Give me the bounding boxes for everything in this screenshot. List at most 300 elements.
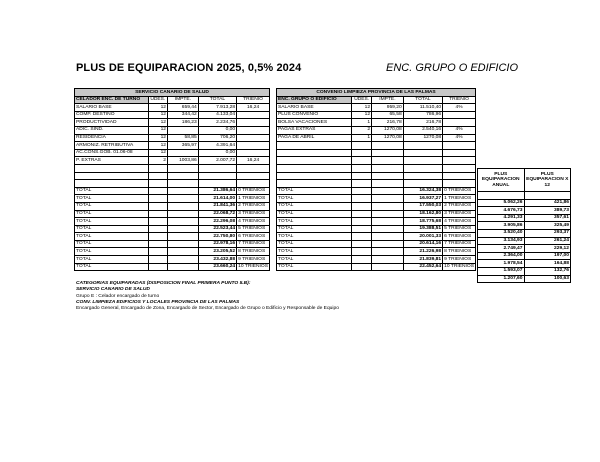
eq-value: 389,73 bbox=[524, 207, 571, 215]
scs-total-label: TOTAL bbox=[75, 248, 149, 256]
scs-total-label: TOTAL bbox=[75, 218, 149, 226]
conv-col-header: UDES. bbox=[352, 96, 372, 104]
scs-cell bbox=[148, 180, 167, 188]
scs-col-header: TRIENIO bbox=[237, 96, 270, 104]
scs-total-label: TOTAL bbox=[75, 263, 149, 271]
table-row bbox=[478, 222, 571, 230]
scs-cell: 12 bbox=[148, 119, 167, 127]
notes-convenio-heading: CONV. LIMPIEZA EDIFICIOS Y LOCALES PROVINCIA DE LAS PALMAS bbox=[76, 299, 240, 305]
conv-cell bbox=[277, 164, 352, 172]
conv-trienio-word: TRIENIOS bbox=[448, 211, 472, 216]
table-row bbox=[478, 229, 571, 237]
scs-cell bbox=[198, 172, 236, 180]
scs-cell bbox=[237, 134, 270, 142]
eq-value: 1.207,60 bbox=[478, 275, 525, 283]
conv-trienio-word: TRIENIOS bbox=[448, 241, 472, 247]
total-row bbox=[75, 210, 270, 218]
scs-total-value: 23.205,52 bbox=[198, 248, 236, 256]
conv-cell bbox=[372, 172, 404, 180]
conv-cell bbox=[277, 149, 352, 157]
scs-cell bbox=[198, 180, 236, 188]
scs-total-value: 22.978,16 bbox=[198, 240, 236, 248]
scs-total-empty bbox=[168, 256, 199, 264]
conv-cell: PAGAS EXTRAS bbox=[277, 126, 352, 134]
conv-cell bbox=[277, 157, 352, 165]
scs-total-empty bbox=[168, 248, 199, 256]
conv-trienio-count: 5 bbox=[444, 226, 447, 232]
conv-total-label: TOTAL bbox=[277, 202, 352, 210]
scs-total-label: TOTAL bbox=[75, 195, 149, 203]
table-row bbox=[75, 142, 270, 150]
scs-total-empty bbox=[168, 195, 199, 203]
conv-trienio-word: TRIENIOS bbox=[448, 203, 472, 209]
conv-total-empty bbox=[372, 218, 404, 226]
table-row bbox=[277, 104, 476, 112]
table-row bbox=[478, 214, 571, 222]
page-title: PLUS DE EQUIPARACION 2025, 0,5% 2024 bbox=[76, 62, 302, 74]
conv-trienio-word: TRIENIOS bbox=[448, 218, 472, 224]
conv-cell: 2 bbox=[352, 126, 372, 134]
scs-trienio-count: 0 bbox=[238, 188, 241, 194]
total-row bbox=[75, 225, 270, 233]
conv-cell bbox=[443, 119, 476, 127]
conv-total-value: 16.324,38 bbox=[403, 187, 442, 195]
conv-trienios bbox=[443, 218, 476, 226]
scs-trienio-word: TRIENIOS bbox=[242, 226, 266, 232]
conv-total-empty bbox=[352, 248, 372, 256]
conv-total-empty bbox=[372, 263, 404, 271]
total-row bbox=[75, 240, 270, 248]
scs-trienios bbox=[237, 240, 270, 248]
table-row bbox=[478, 252, 571, 260]
scs-total-empty bbox=[168, 210, 199, 218]
conv-total-empty bbox=[352, 240, 372, 248]
scs-total-value: 22.296,08 bbox=[198, 218, 236, 226]
conv-cell: PLUS CONVENIO bbox=[277, 111, 352, 119]
conv-total-empty bbox=[352, 263, 372, 271]
conv-section-title: CONVENIO LIMPIEZA PROVINCIA DE LAS PALMAS bbox=[277, 89, 476, 97]
table-row bbox=[75, 180, 270, 188]
conv-cell: 1270,08 bbox=[403, 134, 442, 142]
scs-cell bbox=[237, 164, 270, 172]
scs-total-empty bbox=[168, 240, 199, 248]
scs-cell: P. EXTRAS bbox=[75, 157, 149, 165]
equiparacion-table bbox=[477, 168, 571, 283]
conv-trienios bbox=[443, 195, 476, 203]
table-row bbox=[277, 142, 476, 150]
scs-col-header: IMPTE. bbox=[168, 96, 199, 104]
conv-total-label: TOTAL bbox=[277, 210, 352, 218]
conv-trienio-count: 9 bbox=[444, 256, 447, 262]
scs-total-label: TOTAL bbox=[75, 240, 149, 248]
scs-total-empty bbox=[148, 240, 167, 248]
conv-cell: PAGA DE ABRIL bbox=[277, 134, 352, 142]
eq-col-header: PLUS EQUIPARACION ANUAL bbox=[478, 169, 525, 192]
table-row bbox=[277, 157, 476, 165]
conv-col-header: IMPTE. bbox=[372, 96, 404, 104]
scs-total-value: 21.614,00 bbox=[198, 195, 236, 203]
conv-total-empty bbox=[372, 210, 404, 218]
scs-cell bbox=[168, 149, 199, 157]
conv-trienios bbox=[443, 210, 476, 218]
scs-cell bbox=[237, 172, 270, 180]
conv-cell bbox=[352, 172, 372, 180]
eq-value: 421,86 bbox=[524, 199, 571, 207]
scs-trienio-count: 5 bbox=[238, 226, 241, 232]
eq-value: 100,63 bbox=[524, 275, 571, 283]
conv-trienio-count: 1 bbox=[444, 195, 447, 201]
conv-trienio-count: 6 bbox=[444, 233, 447, 239]
notes-scs-heading: SERVICIO CANARIO DE SALUD bbox=[76, 287, 150, 293]
conv-cell bbox=[352, 149, 372, 157]
eq-value: 164,88 bbox=[524, 260, 571, 268]
scs-cell: 365,97 bbox=[168, 142, 199, 150]
scs-trienio-word: TRIENIOS bbox=[242, 248, 266, 254]
conv-total-empty bbox=[372, 248, 404, 256]
conv-trienios bbox=[443, 233, 476, 241]
conv-cell bbox=[403, 164, 442, 172]
scs-total-label: TOTAL bbox=[75, 225, 149, 233]
scs-trienios bbox=[237, 248, 270, 256]
conv-total-label: TOTAL bbox=[277, 263, 352, 271]
scs-total-empty bbox=[148, 202, 167, 210]
total-row bbox=[75, 256, 270, 264]
scs-total-label: TOTAL bbox=[75, 187, 149, 195]
scs-cell bbox=[237, 142, 270, 150]
scs-total-empty bbox=[148, 248, 167, 256]
conv-cell bbox=[403, 157, 442, 165]
table-row bbox=[277, 164, 476, 172]
notes-block bbox=[76, 280, 339, 313]
total-row bbox=[75, 187, 270, 195]
conv-total-empty bbox=[352, 187, 372, 195]
scs-total-empty bbox=[148, 195, 167, 203]
scs-trienios bbox=[237, 187, 270, 195]
conv-trienios bbox=[443, 263, 476, 271]
conv-trienio-count: 3 bbox=[444, 211, 447, 216]
eq-value: 2.749,47 bbox=[478, 245, 525, 253]
table-row bbox=[478, 245, 571, 253]
conv-total-value: 19.388,51 bbox=[403, 225, 442, 233]
conv-cell: 4% bbox=[443, 104, 476, 112]
scs-cell: 2.007,72 bbox=[198, 157, 236, 165]
scs-cell: ARMONIZ. RETRIBUTIVA bbox=[75, 142, 149, 150]
scs-cell: ADIC. SIND. bbox=[75, 126, 149, 134]
eq-value: 1.978,54 bbox=[478, 260, 525, 268]
scs-cell: 16,24 bbox=[237, 157, 270, 165]
table-row bbox=[75, 149, 270, 157]
scs-trienio-count: 8 bbox=[238, 248, 241, 254]
eq-value: 4.291,33 bbox=[478, 214, 525, 222]
scs-cell bbox=[168, 172, 199, 180]
conv-trienio-word: TRIENIOS bbox=[448, 226, 472, 232]
scs-cell: 12 bbox=[148, 149, 167, 157]
conv-cell: 4% bbox=[443, 126, 476, 134]
conv-total-value: 20.614,16 bbox=[403, 240, 442, 248]
eq-value: 4.676,73 bbox=[478, 207, 525, 215]
scs-cell: 1003,86 bbox=[168, 157, 199, 165]
table-row bbox=[478, 260, 571, 268]
scs-cell: 12 bbox=[148, 142, 167, 150]
scs-cell bbox=[75, 172, 149, 180]
conv-cell bbox=[443, 172, 476, 180]
total-row bbox=[277, 202, 476, 210]
scs-cell bbox=[237, 119, 270, 127]
scs-total-value: 23.432,88 bbox=[198, 256, 236, 264]
conv-cell bbox=[277, 172, 352, 180]
scs-cell: 4.133,04 bbox=[198, 111, 236, 119]
conv-trienio-count: 7 bbox=[444, 241, 447, 247]
conv-trienio-word: TRIENIOS bbox=[450, 264, 474, 270]
scs-trienio-word: TRIENIOS bbox=[242, 233, 266, 239]
notes-heading: CATEGORIAS EQUIPARADAS (DISPOSICION FINAL PRIMERA PUNTO 5.B): bbox=[76, 281, 251, 286]
conv-cell bbox=[372, 149, 404, 157]
scs-cell bbox=[148, 172, 167, 180]
table-row bbox=[75, 126, 270, 134]
scs-trienio-count: 6 bbox=[238, 233, 241, 239]
total-row bbox=[277, 240, 476, 248]
table-row bbox=[277, 149, 476, 157]
scs-total-empty bbox=[168, 187, 199, 195]
table-row bbox=[277, 172, 476, 180]
page-subtitle: ENC. GRUPO O EDIFICIO bbox=[386, 62, 519, 74]
total-row bbox=[277, 195, 476, 203]
table-row bbox=[478, 199, 571, 207]
scs-cell: 2.234,76 bbox=[198, 119, 236, 127]
conv-cell: 11.510,40 bbox=[403, 104, 442, 112]
conv-cell bbox=[403, 172, 442, 180]
conv-cell: 1270,08 bbox=[372, 134, 404, 142]
conv-trienio-count: 4 bbox=[444, 218, 447, 224]
conv-total-value: 18.775,68 bbox=[403, 218, 442, 226]
conv-total-value: 16.937,27 bbox=[403, 195, 442, 203]
scs-cell bbox=[148, 164, 167, 172]
scs-total-label: TOTAL bbox=[75, 202, 149, 210]
conv-cell: 4% bbox=[443, 134, 476, 142]
scs-cell: 12 bbox=[148, 111, 167, 119]
conv-cell bbox=[443, 142, 476, 150]
conv-cell: 12 bbox=[352, 104, 372, 112]
scs-salary-table bbox=[74, 88, 270, 271]
scs-total-empty bbox=[148, 263, 167, 271]
eq-value: 3.520,40 bbox=[478, 229, 525, 237]
scs-cell: 186,23 bbox=[168, 119, 199, 127]
conv-trienios bbox=[443, 202, 476, 210]
scs-cell: SALARIO BASE bbox=[75, 104, 149, 112]
conv-cell bbox=[443, 111, 476, 119]
conv-cell bbox=[372, 180, 404, 188]
conv-cell bbox=[372, 142, 404, 150]
conv-trienio-word: TRIENIOS bbox=[448, 233, 472, 239]
conv-total-empty bbox=[352, 233, 372, 241]
scs-trienios bbox=[237, 225, 270, 233]
conv-total-empty bbox=[352, 195, 372, 203]
eq-col-header: PLUS EQUIPARACION X 12 bbox=[524, 169, 571, 192]
conv-total-value: 17.550,03 bbox=[403, 202, 442, 210]
conv-total-empty bbox=[372, 195, 404, 203]
conv-trienio-word: TRIENIOS bbox=[448, 195, 472, 201]
scs-trienios bbox=[237, 218, 270, 226]
scs-cell bbox=[168, 164, 199, 172]
eq-value: 132,76 bbox=[524, 267, 571, 275]
total-row bbox=[277, 210, 476, 218]
scs-cell bbox=[168, 180, 199, 188]
total-row bbox=[277, 263, 476, 271]
conv-total-empty bbox=[352, 225, 372, 233]
conv-cell: 2.540,16 bbox=[403, 126, 442, 134]
conv-total-empty bbox=[372, 225, 404, 233]
scs-trienio-count: 2 bbox=[238, 203, 241, 209]
scs-cell bbox=[168, 126, 199, 134]
scs-total-value: 21.386,64 bbox=[198, 187, 236, 195]
conv-total-empty bbox=[352, 202, 372, 210]
eq-value: 197,00 bbox=[524, 252, 571, 260]
conv-total-empty bbox=[352, 218, 372, 226]
scs-total-empty bbox=[148, 218, 167, 226]
scs-col-header: TOTAL bbox=[198, 96, 236, 104]
scs-cell: 659,44 bbox=[168, 104, 199, 112]
eq-empty bbox=[478, 192, 525, 200]
conv-cell bbox=[277, 180, 352, 188]
scs-cell: 16,24 bbox=[237, 104, 270, 112]
scs-total-empty bbox=[148, 225, 167, 233]
conv-cell bbox=[352, 157, 372, 165]
scs-trienio-count: 10 bbox=[238, 264, 244, 270]
total-row bbox=[75, 248, 270, 256]
conv-cell: 12 bbox=[352, 111, 372, 119]
conv-trienio-count: 2 bbox=[444, 203, 447, 209]
scs-section-title: SERVICIO CANARIO DE SALUD bbox=[75, 89, 270, 97]
scs-cell: 706,20 bbox=[198, 134, 236, 142]
conv-total-label: TOTAL bbox=[277, 233, 352, 241]
table-row bbox=[277, 180, 476, 188]
scs-trienio-word: TRIENIOS bbox=[242, 211, 266, 216]
conv-col-header: TOTAL bbox=[403, 96, 442, 104]
total-row bbox=[75, 233, 270, 241]
total-row bbox=[75, 263, 270, 271]
total-row bbox=[75, 202, 270, 210]
total-row bbox=[277, 233, 476, 241]
conv-cell bbox=[277, 142, 352, 150]
conv-trienios bbox=[443, 256, 476, 264]
conv-col-header: ENC. GRUPO O EDIFICIO bbox=[277, 96, 352, 104]
scs-cell: 0,00 bbox=[198, 149, 236, 157]
scs-cell bbox=[75, 164, 149, 172]
scs-cell: 7.913,28 bbox=[198, 104, 236, 112]
table-row bbox=[75, 119, 270, 127]
scs-cell: 12 bbox=[148, 134, 167, 142]
conv-total-value: 21.839,81 bbox=[403, 256, 442, 264]
table-row bbox=[478, 237, 571, 245]
notes-scs-text: Grupo E : Celador encargado de turno bbox=[76, 293, 160, 299]
scs-total-empty bbox=[168, 202, 199, 210]
scs-total-empty bbox=[168, 263, 199, 271]
scs-total-value: 22.068,72 bbox=[198, 210, 236, 218]
scs-total-value: 21.841,36 bbox=[198, 202, 236, 210]
eq-value: 293,37 bbox=[524, 229, 571, 237]
conv-total-empty bbox=[352, 210, 372, 218]
eq-value: 3.905,86 bbox=[478, 222, 525, 230]
scs-trienios bbox=[237, 195, 270, 203]
conv-total-empty bbox=[352, 256, 372, 264]
conv-cell bbox=[443, 157, 476, 165]
scs-cell: 12 bbox=[148, 104, 167, 112]
scs-cell bbox=[198, 164, 236, 172]
eq-value: 357,61 bbox=[524, 214, 571, 222]
eq-value: 5.062,26 bbox=[478, 199, 525, 207]
scs-trienio-count: 3 bbox=[238, 211, 241, 216]
total-row bbox=[75, 195, 270, 203]
conv-trienio-count: 8 bbox=[444, 248, 447, 254]
eq-value: 2.364,00 bbox=[478, 252, 525, 260]
scs-cell: AC.CONS.GOB. 01.06-08 bbox=[75, 149, 149, 157]
scs-cell bbox=[237, 126, 270, 134]
scs-cell: RESIDENCIA bbox=[75, 134, 149, 142]
total-row bbox=[277, 248, 476, 256]
conv-cell bbox=[352, 164, 372, 172]
scs-cell: PRODUCTIVIDAD bbox=[75, 119, 149, 127]
conv-cell: 1 bbox=[352, 119, 372, 127]
convenio-salary-table bbox=[276, 88, 476, 271]
conv-cell bbox=[403, 180, 442, 188]
conv-total-value: 18.162,80 bbox=[403, 210, 442, 218]
scs-total-empty bbox=[148, 233, 167, 241]
eq-value: 261,24 bbox=[524, 237, 571, 245]
conv-cell: 959,20 bbox=[372, 104, 404, 112]
scs-trienios bbox=[237, 233, 270, 241]
conv-trienios bbox=[443, 240, 476, 248]
conv-cell bbox=[443, 149, 476, 157]
conv-trienio-count: 10 bbox=[444, 264, 450, 270]
scs-total-label: TOTAL bbox=[75, 233, 149, 241]
conv-trienio-count: 0 bbox=[444, 188, 447, 194]
scs-total-value: 23.660,24 bbox=[198, 263, 236, 271]
conv-cell: 65,58 bbox=[372, 111, 404, 119]
conv-trienio-word: TRIENIOS bbox=[448, 188, 472, 194]
scs-total-value: 22.750,80 bbox=[198, 233, 236, 241]
scs-trienio-word: TRIENIOS bbox=[242, 241, 266, 247]
table-row bbox=[75, 134, 270, 142]
scs-cell: 12 bbox=[148, 126, 167, 134]
eq-value: 1.593,07 bbox=[478, 267, 525, 275]
table-row bbox=[75, 164, 270, 172]
scs-total-empty bbox=[168, 225, 199, 233]
scs-total-label: TOTAL bbox=[75, 256, 149, 264]
eq-value: 325,49 bbox=[524, 222, 571, 230]
scs-trienios bbox=[237, 256, 270, 264]
scs-cell: 2 bbox=[148, 157, 167, 165]
scs-total-label: TOTAL bbox=[75, 210, 149, 218]
table-row bbox=[75, 104, 270, 112]
conv-total-empty bbox=[372, 187, 404, 195]
conv-cell: 1 bbox=[352, 134, 372, 142]
conv-total-label: TOTAL bbox=[277, 218, 352, 226]
conv-cell bbox=[352, 180, 372, 188]
conv-cell: 216,78 bbox=[372, 119, 404, 127]
total-row bbox=[277, 225, 476, 233]
conv-cell bbox=[443, 180, 476, 188]
conv-trienios bbox=[443, 248, 476, 256]
conv-total-label: TOTAL bbox=[277, 240, 352, 248]
conv-trienios bbox=[443, 187, 476, 195]
scs-cell: 344,42 bbox=[168, 111, 199, 119]
conv-total-empty bbox=[372, 233, 404, 241]
scs-total-empty bbox=[168, 218, 199, 226]
scs-total-empty bbox=[168, 233, 199, 241]
scs-trienio-word: TRIENIOS bbox=[242, 218, 266, 224]
total-row bbox=[277, 187, 476, 195]
conv-cell bbox=[372, 157, 404, 165]
